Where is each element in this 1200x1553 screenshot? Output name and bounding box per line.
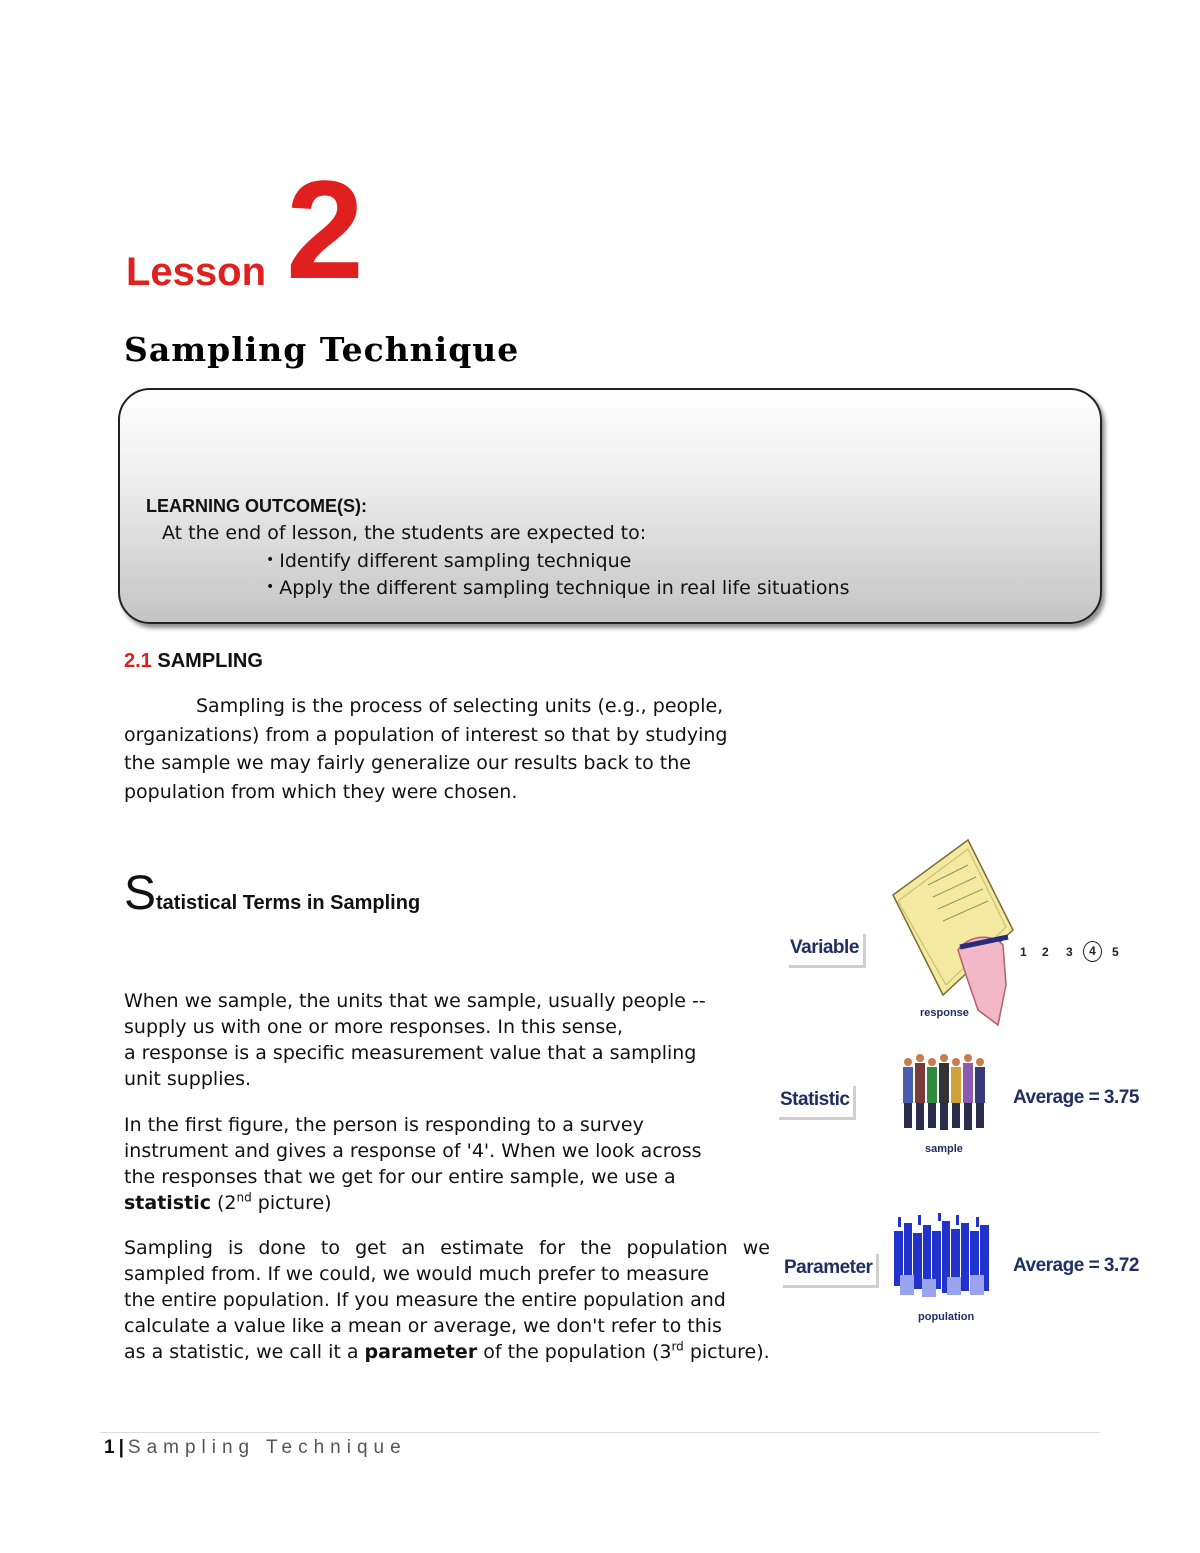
scale-digit: 1 xyxy=(1020,945,1027,959)
paragraph-line: Sampling is done to get an estimate for the population we xyxy=(124,1237,770,1259)
learning-outcomes-heading: LEARNING OUTCOME(S): xyxy=(146,496,367,516)
text-fragment: picture) xyxy=(251,1192,332,1214)
paragraph-line: instrument and gives a response of '4'. When we look across xyxy=(124,1140,702,1162)
paragraph-line: calculate a value like a mean or average, we don't refer to this xyxy=(124,1315,722,1337)
sampling-paragraph xyxy=(124,692,804,806)
section-title: SAMPLING xyxy=(157,650,263,672)
learning-outcome-text: Identify different sampling technique xyxy=(279,550,632,572)
scale-digit: 3 xyxy=(1066,945,1073,959)
text-fragment: as a statistic, we call it a xyxy=(124,1341,365,1363)
footer-separator: | xyxy=(118,1437,124,1458)
selected-scale-digit: 4 xyxy=(1083,941,1102,962)
paragraph-line: population from which they were chosen. xyxy=(124,780,518,803)
learning-outcome-text: Apply the different sampling technique in real life situations xyxy=(279,577,850,599)
heading-initial: S xyxy=(124,867,157,920)
page-title: Sampling Technique xyxy=(124,330,520,369)
paragraph-line: When we sample, the units that we sample, usually people -- xyxy=(124,990,706,1012)
survey-response-illustration xyxy=(888,835,1018,1035)
superscript: rd xyxy=(671,1339,684,1354)
paragraph-line: sampled from. If we could, we would much prefer to measure xyxy=(124,1263,709,1285)
paragraph-line: Sampling is the process of selecting units (e.g., people, xyxy=(196,695,724,717)
statistic-term: statistic xyxy=(124,1192,211,1214)
population-illustration xyxy=(892,1213,994,1313)
parameter-label: Parameter xyxy=(780,1251,876,1285)
paragraph-line: the sample we may fairly generalize our results back to the xyxy=(124,752,691,774)
paragraph-line xyxy=(124,1339,770,1365)
footer-divider xyxy=(100,1432,1100,1433)
bullet-icon: • xyxy=(266,579,275,595)
sampling-terms-figure xyxy=(770,835,1190,1335)
paragraph-line: the entire population. If you measure the entire population and xyxy=(124,1289,726,1311)
footer-title: Sampling Technique xyxy=(127,1437,407,1458)
scale-digit: 5 xyxy=(1112,945,1119,959)
statistical-terms-heading xyxy=(124,866,420,921)
text-fragment: picture). xyxy=(683,1341,770,1363)
people-group-icon xyxy=(903,1054,985,1130)
statistic-average: Average = 3.75 xyxy=(1013,1087,1139,1108)
response-label: response xyxy=(920,1007,969,1019)
response-paragraph xyxy=(124,988,784,1092)
bullet-icon: • xyxy=(266,552,275,568)
learning-outcome-item xyxy=(266,577,849,599)
text-fragment: (2 xyxy=(210,1192,237,1214)
lesson-number: 2 xyxy=(286,151,364,308)
parameter-average: Average = 3.72 xyxy=(1013,1255,1139,1276)
parameter-term: parameter xyxy=(364,1341,478,1363)
page-footer xyxy=(104,1437,407,1459)
learning-outcomes-intro: At the end of lesson, the students are expected to: xyxy=(162,522,647,544)
learning-outcomes-box xyxy=(118,388,1102,624)
paragraph-line: a response is a specific measurement value that a sampling xyxy=(124,1042,697,1064)
population-label: population xyxy=(918,1311,975,1323)
lesson-label: Lesson xyxy=(126,250,267,294)
variable-label: Variable xyxy=(786,931,863,965)
superscript: nd xyxy=(236,1190,252,1205)
parameter-paragraph xyxy=(124,1235,770,1365)
sample-label: sample xyxy=(925,1143,963,1155)
statistic-label: Statistic xyxy=(776,1083,853,1117)
heading-rest: tatistical Terms in Sampling xyxy=(156,892,421,914)
paragraph-line: supply us with one or more responses. In this sense, xyxy=(124,1016,624,1038)
text-fragment: of the population (3 xyxy=(477,1341,672,1363)
paragraph-line: unit supplies. xyxy=(124,1068,252,1090)
page-number: 1 xyxy=(104,1437,115,1458)
response-scale xyxy=(1020,945,1130,965)
paragraph-line xyxy=(124,1190,784,1216)
sample-people-illustration xyxy=(900,1050,990,1145)
statistic-paragraph xyxy=(124,1112,784,1216)
scale-digit: 2 xyxy=(1042,945,1049,959)
section-number: 2.1 xyxy=(124,650,152,672)
section-heading xyxy=(124,650,263,673)
learning-outcome-item xyxy=(266,550,631,572)
paragraph-line: organizations) from a population of interest so that by studying xyxy=(124,723,728,746)
paragraph-line: In the first figure, the person is responding to a survey xyxy=(124,1114,644,1136)
paragraph-line: the responses that we get for our entire sample, we use a xyxy=(124,1166,676,1188)
